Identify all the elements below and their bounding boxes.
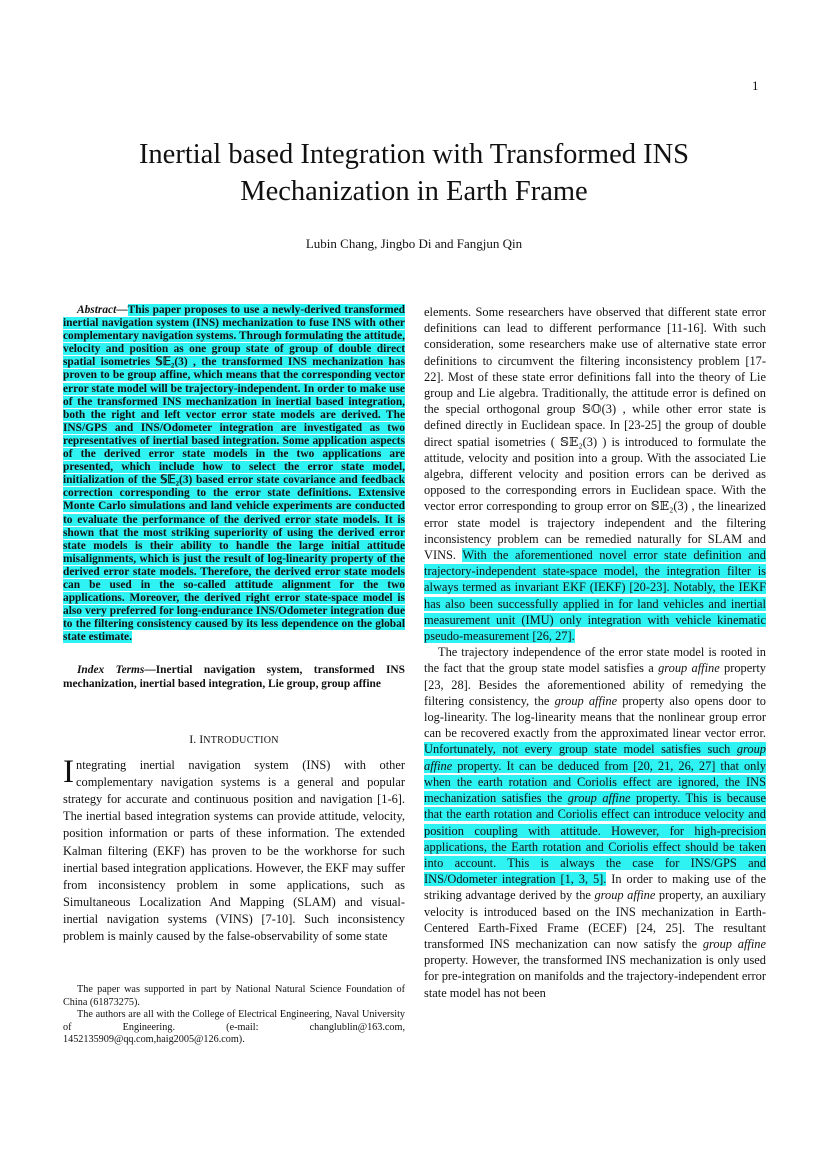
left-column [63, 304, 405, 1047]
right-p1-highlight: With the aforementioned novel error state definition and trajectory-independent state-space model, the integration filter is always termed as invariant EKF (IEKF) [20-23]. Notably, the IEKF has also been successfully applied in for land vehicles and inertial measurement unit (IMU) only integration with vehicle kinematic pseudo-measurement [26, 27]. [424, 548, 766, 644]
abstract-lead: Abstract [77, 304, 117, 316]
index-terms-lead: Index Terms [77, 664, 145, 677]
intro-text: ntegrating inertial navigation system (INS) with other complementary navigation systems is a general and popular strategy for accurate and continuous position and navigation [1-6]. The inertial based integration systems can provide attitude, velocity, position information or parts of these information. The extended Kalman filtering (EKF) has proven to be the workhorse for such inertial based integration applications. However, the EKF may suffer from inconsistency problem in some applications, such as Simultaneous Localization And Mapping (SLAM) and visual-inertial navigation systems (VINS) [7-10]. Such inconsistency problem is mainly caused by the false-observability of some state [63, 758, 405, 943]
section-heading [63, 731, 405, 749]
abstract-body: This paper proposes to use a newly-derived transformed inertial navigation system (INS) mechanization to fuse INS with other complementary navigation systems. Through formulating the attitude, velocity and position as one group state of group of double direct spatial isometries 𝕊𝔼₂(3) , the transformed INS mechanization has proven to be group affine, which means that the corresponding vector error state model will be trajectory-independent. In order to make use of the transformed INS mechanization in inertial based integration, both the right and left vector error state models are derived. The INS/GPS and INS/Odometer integration are investigated as two representatives of inertial based integration. Some application aspects of the derived error state models in the two applications are presented, which include how to select the error state model, initialization of the 𝕊𝔼₂(3) based error state covariance and feedback correction corresponding to the error state definitions. Extensive Monte Carlo simulations and land vehicle experiments are conducted to evaluate the performance of the derived error state models. It is shown that the most striking superiority of using the derived error state models is their ability to handle the large initial attitude misalignments, which is just the result of log-linearity property of the derived error state models. Therefore, the derived error state models can be used in the so-called attitude alignment for the two applications. Moreover, the derived right error state-space model is also very preferred for long-endurance INS/Odometer integration due to the filtering consistency caused by its less dependence on the global state estimate. [63, 304, 405, 644]
abstract-dash: — [116, 304, 128, 316]
p2-highlight-2: property. It can be deduced from [20, 21, 26, 27] that only when the earth rotation and Coriolis effect are ignored, the INS mechanization satisfies the [424, 758, 766, 806]
right-paragraph-2 [424, 644, 766, 1000]
p2-highlight-italic-2: group affine [567, 791, 631, 806]
section-number: I. [189, 731, 200, 746]
p2-text-b: property [23, 28]. Besides the aforementioned ability of remedying the filtering consistency, the [424, 661, 766, 708]
author-list: Lubin Chang, Jingbo Di and Fangjun Qin [305, 236, 523, 251]
drop-cap: I [63, 754, 74, 791]
p2-text-d: In order to making use of the striking advantage derived by the [424, 872, 766, 903]
paper-title [60, 136, 768, 210]
right-paragraph-1 [424, 304, 766, 644]
p2-text-a: The trajectory independence of the error state model is rooted in the fact that the group state model satisfies a [424, 645, 766, 676]
p2-italic-2: group affine [554, 693, 618, 708]
index-terms-body: —Inertial navigation system, transformed INS mechanization, inertial based integration, Lie group, group affine [63, 664, 405, 690]
section-first-letter: I [199, 731, 204, 746]
p2-text-f: property. However, the transformed INS mechanization is only used for pre-integration on manifolds and the trajectory-independent error state model has not been [424, 953, 766, 1000]
p2-text-e: property, an auxiliary velocity is introduced based on the INS mechanization in Earth-Centered Earth-Fixed Frame (ECEF) [24, 25]. The resultant transformed INS mechanization can now satisfy the [424, 888, 766, 951]
title-line-2: Mechanization in Earth Frame [240, 176, 588, 207]
footnote-funding: The paper was supported in part by National Natural Science Foundation of China (61873275). [63, 984, 405, 1008]
section-title-rest: NTRODUCTION [203, 734, 279, 746]
p2-highlight-3: property. This is because that the earth rotation and Coriolis effect can introduce velocity and position coupling with attitude. However, for high-precision applications, the Earth rotation and Coriolis effect should be taken into account. This is always the case for INS/GPS and INS/Odometer integration [1, 3, 5]. [424, 791, 766, 887]
p2-highlight-1: Unfortunately, not every group state model satisfies such [424, 742, 737, 757]
p2-highlight-italic-1: group affine [424, 742, 766, 773]
p2-italic-4: group affine [702, 936, 766, 951]
abstract [63, 304, 405, 644]
page-number: 1 [752, 78, 759, 93]
right-p1-text: elements. Some researchers have observed that different state error definitions can lead to different performance [11-16]. With such consideration, some researchers make use of alternative state error definitions to circumvent the filtering inconsistency problem [17-22]. Most of these state error definitions fall into the theory of Lie group and Lie algebra. Traditionally, the attitude error is defined on the special orthogonal group 𝕊𝕆(3) , while other error state is defined directly in Euclidean space. In [23-25] the group of double direct spatial isometries ( 𝕊𝔼₂(3) ) is introduced to formulate the attitude, velocity and position into a group. With the associated Lie algebra, different velocity and position errors can be derived as opposed to the corresponding errors in Euclidean space. With the vector error corresponding to group error on 𝕊𝔼₂(3) , the linearized error state model is trajectory independent and the filtering inconsistency problem can be remedied naturally for SLAM and VINS. [424, 305, 766, 563]
p2-italic-3: group affine [594, 888, 656, 903]
title-line-1: Inertial based Integration with Transformed INS [138, 139, 690, 170]
p2-text-c: property also opens door to log-linearity. The log-linearity means that the nonlinear group error can be recovered exactly from the approximated linear vector error. [424, 693, 766, 741]
right-column [424, 304, 766, 1001]
p2-italic-1: group affine [658, 661, 720, 676]
footnote-affiliation: The authors are all with the College of Electrical Engineering, Naval University of Engineering. (e-mail: changlublin@163.com, 1452135909@qq.com,haig2005@126.com). [63, 1009, 405, 1046]
index-terms [63, 664, 405, 690]
footnotes [63, 984, 405, 1047]
intro-paragraph [63, 754, 405, 945]
